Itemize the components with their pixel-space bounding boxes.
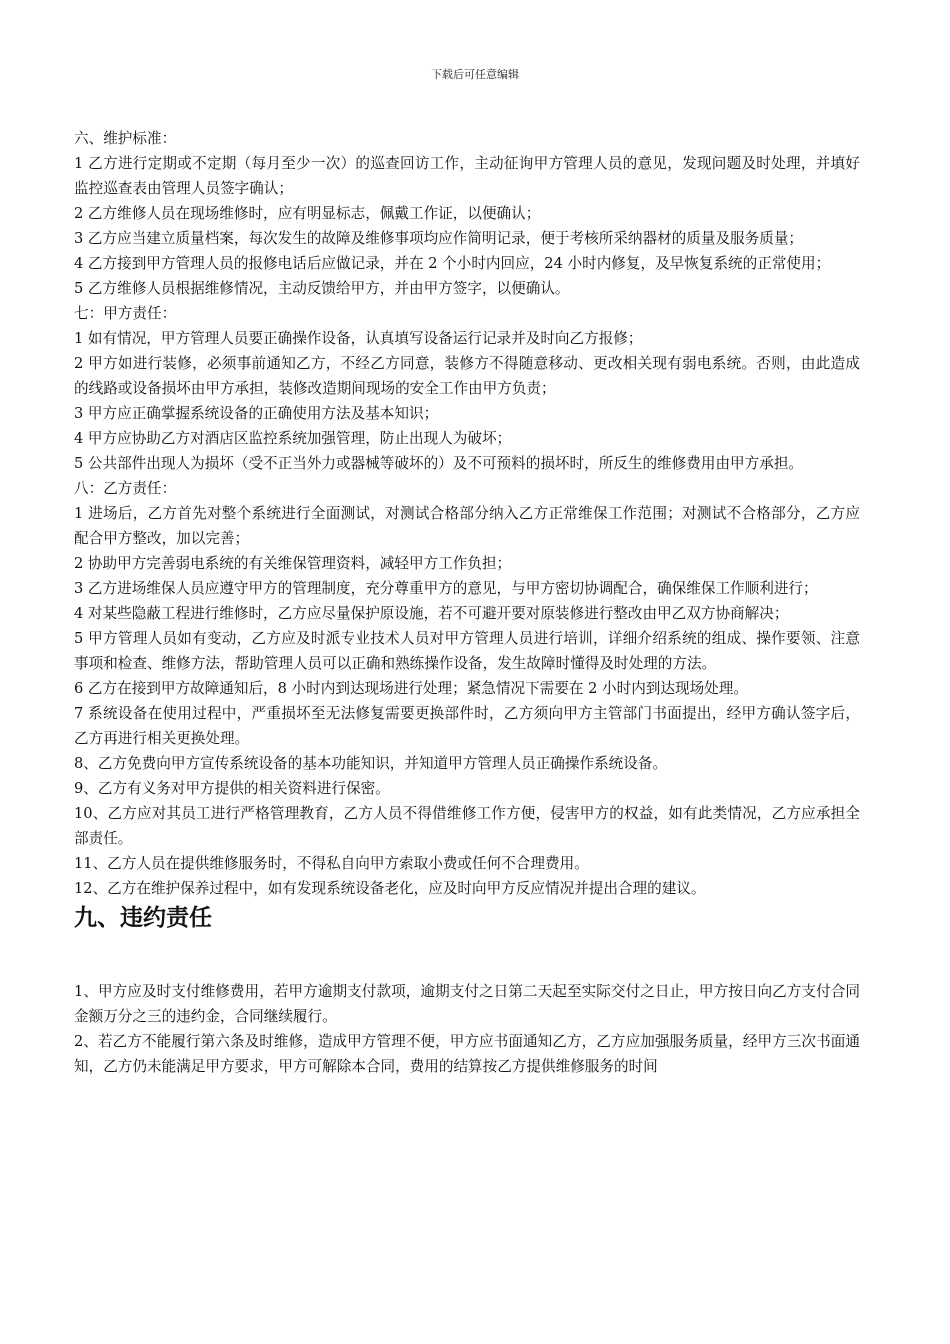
section-7-item-5: 5 公共部件出现人为损坏（受不正当外力或器械等破坏的）及不可预料的损坏时，所反生的维修费用由甲方承担。 (74, 455, 804, 472)
section-8-item-12: 12、乙方在维护保养过程中，如有发现系统设备老化，应及时向甲方反应情况并提出合理的建议。 (74, 880, 706, 897)
section-7-item-1: 1 如有情况，甲方管理人员要正确操作设备，认真填写设备运行记录并及时向乙方报修； (74, 330, 643, 347)
section-8-item-10: 10、乙方应对其员工进行严格管理教育，乙方人员不得借维修工作方便，侵害甲方的权益，如有此类情况，乙方应承担全部责任。 (74, 805, 860, 847)
section-8-item-8: 8、乙方免费向甲方宣传系统设备的基本功能知识，并知道甲方管理人员正确操作系统设备。 (74, 755, 668, 772)
section-9-item-2: 2、若乙方不能履行第六条及时维修，造成甲方管理不便，甲方应书面通知乙方，乙方应加强服务质量，经甲方三次书面通知，乙方仍未能满足甲方要求，甲方可解除本合同，费用的结算按乙方提供维修服务的时间 (74, 1033, 860, 1075)
section-8-item-11: 11、乙方人员在提供维修服务时，不得私自向甲方索取小费或任何不合理费用。 (74, 855, 589, 872)
section-8-item-1: 1 进场后，乙方首先对整个系统进行全面测试，对测试合格部分纳入乙方正常维保工作范围；对测试不合格部分，乙方应配合甲方整改，加以完善； (74, 505, 860, 547)
section-7-heading: 七：甲方责任： (74, 305, 177, 322)
section-8-item-2: 2 协助甲方完善弱电系统的有关维保管理资料，减轻甲方工作负担； (74, 555, 512, 572)
section-8-item-4: 4 对某些隐蔽工程进行维修时，乙方应尽量保护原设施，若不可避开要对原装修进行整改由甲乙双方协商解决； (74, 605, 789, 622)
section-8-item-6: 6 乙方在接到甲方故障通知后，8 小时内到达现场进行处理；紧急情况下需要在 2 小时内到达现场处理。 (74, 680, 748, 697)
section-6-item-1: 1 乙方进行定期或不定期（每月至少一次）的巡查回访工作，主动征询甲方管理人员的意见，发现问题及时处理，并填好监控巡查表由管理人员签字确认； (74, 155, 860, 197)
section-6-item-5: 5 乙方维修人员根据维修情况，主动反馈给甲方，并由甲方签字，以便确认。 (74, 280, 570, 297)
section-7-item-2: 2 甲方如进行装修，必须事前通知乙方，不经乙方同意，装修方不得随意移动、更改相关现有弱电系统。否则，由此造成的线路或设备损坏由甲方承担，装修改造期间现场的安全工作由甲方负责； (74, 355, 860, 397)
section-8-item-9: 9、乙方有义务对甲方提供的相关资料进行保密。 (74, 780, 390, 797)
section-8-heading: 八：乙方责任： (74, 480, 177, 497)
section-6-item-4: 4 乙方接到甲方管理人员的报修电话后应做记录，并在 2 个小时内回应，24 小时内修复，及早恢复系统的正常使用； (74, 255, 831, 272)
section-6-item-3: 3 乙方应当建立质量档案，每次发生的故障及维修事项均应作简明记录，便于考核所采纳器材的质量及服务质量； (74, 230, 804, 247)
section-8-item-3: 3 乙方进场维保人员应遵守甲方的管理制度，充分尊重甲方的意见，与甲方密切协调配合，确保维保工作顺利进行； (74, 580, 818, 597)
section-9-item-1: 1、甲方应及时支付维修费用，若甲方逾期支付款项，逾期支付之日第二天起至实际交付之日止，甲方按日向乙方支付合同金额万分之三的违约金，合同继续履行。 (74, 983, 860, 1025)
page-header-note: 下载后可任意编辑 (431, 68, 519, 81)
section-8-item-7: 7 系统设备在使用过程中，严重损坏至无法修复需要更换部件时，乙方须向甲方主管部门书面提出，经甲方确认签字后，乙方再进行相关更换处理。 (74, 705, 860, 747)
document-body (74, 126, 860, 1079)
section-9-heading: 九、违约责任 (74, 905, 212, 931)
section-8-item-5: 5 甲方管理人员如有变动，乙方应及时派专业技术人员对甲方管理人员进行培训，详细介绍系统的组成、操作要领、注意事项和检查、维修方法，帮助管理人员可以正确和熟练操作设备，发生故障时懂得及时处理的方法。 (74, 630, 860, 672)
section-6-item-2: 2 乙方维修人员在现场维修时，应有明显标志，佩戴工作证，以便确认； (74, 205, 541, 222)
section-7-item-4: 4 甲方应协助乙方对酒店区监控系统加强管理，防止出现人为破坏； (74, 430, 512, 447)
section-7-item-3: 3 甲方应正确掌握系统设备的正确使用方法及基本知识； (74, 405, 439, 422)
section-6-heading: 六、维护标准： (74, 130, 177, 147)
